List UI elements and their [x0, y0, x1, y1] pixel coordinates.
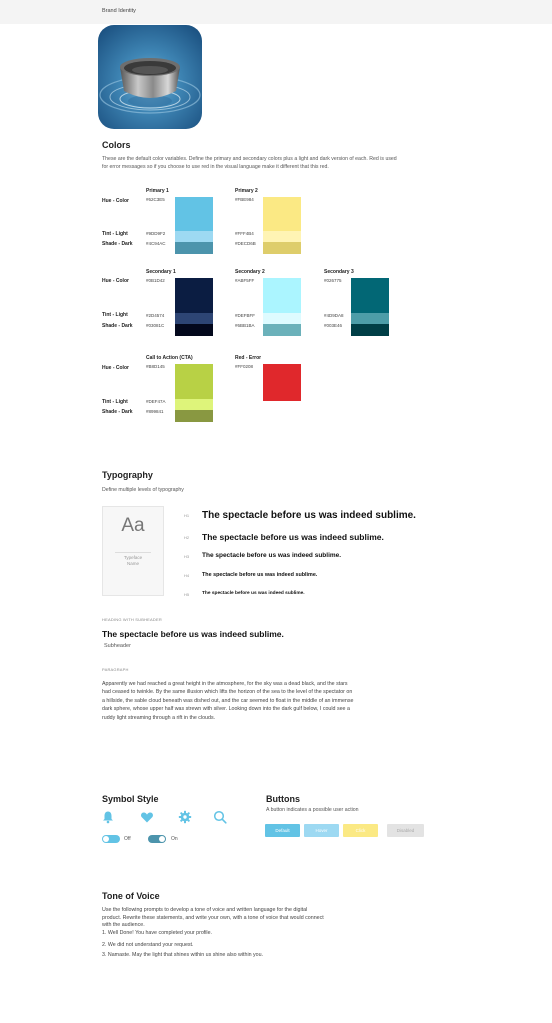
toggle-on-label: On	[171, 836, 178, 842]
h4-sample: The spectacle before us was indeed sublime.	[202, 572, 318, 578]
toggle-on[interactable]	[148, 835, 166, 843]
hue-label: Hue - Color	[102, 198, 129, 204]
typeface-card	[102, 506, 164, 596]
secondary3-name: Secondary 3	[324, 269, 354, 275]
primary1-shade-hex: #4C94AC	[146, 241, 166, 246]
toggle-knob	[159, 836, 165, 842]
colors-heading: Colors	[102, 140, 131, 150]
primary2-tint-swatch	[263, 231, 301, 242]
buttons-heading: Buttons	[266, 794, 300, 804]
h5-sample: The spectacle before us was indeed sublime.	[202, 591, 305, 596]
red-hue-hex: #FF0208	[235, 364, 254, 369]
h2-sample: The spectacle before us was indeed sublime.	[202, 532, 384, 542]
divider	[115, 552, 151, 553]
toggle-off-label: Off	[124, 836, 131, 842]
h3-sample: The spectacle before us was indeed sublime.	[202, 552, 342, 559]
cta-name: Call to Action (CTA)	[146, 355, 193, 361]
shade-label-3: Shade - Dark	[102, 409, 133, 415]
secondary1-name: Secondary 1	[146, 269, 176, 275]
hue-label-2: Hue - Color	[102, 278, 129, 284]
primary1-tint-hex: #9DD9F2	[146, 231, 166, 236]
tone-intro: Use the following prompts to develop a tone of voice and written language for the digital product. Rewrite these statements, and write your own, with a tone of voice that would connect with the audience.	[102, 907, 324, 929]
primary2-shade-swatch	[263, 242, 301, 254]
secondary3-hue-hex: #026775	[324, 278, 342, 283]
secondary2-hue-swatch	[263, 278, 301, 313]
secondary3-tint-swatch	[351, 313, 389, 324]
cta-shade-hex: #899841	[146, 409, 164, 414]
tint-label: Tint - Light	[102, 231, 128, 237]
secondary3-tint-hex: #4D9DA8	[324, 313, 344, 318]
bell-icon[interactable]	[101, 810, 115, 824]
shade-label-2: Shade - Dark	[102, 323, 133, 329]
paragraph-text: Apparently we had reached a great height in the atmosphere, for the sky was a dead black, and the stars had ceased to twinkle. By the same illusion which lifts the horizon of the sea to the level of the spectator on a hillside, the sable cloud beneath was dished out, and the car seemed to float in the middle of an immense dark sphere, whose upper half was strewn with silver. Looking down into the dark gulf below, I could see a ruddy light streaming through a rift in the clouds.	[102, 681, 354, 721]
h2-label: H2	[184, 535, 190, 540]
primary1-name: Primary 1	[146, 188, 169, 194]
red-name: Red - Error	[235, 355, 262, 361]
brand-image	[98, 25, 202, 129]
top-bar	[0, 0, 552, 24]
primary1-tint-swatch	[175, 231, 213, 242]
primary1-hue-hex: #62C3E5	[146, 197, 165, 202]
red-hue-swatch	[263, 364, 301, 401]
h5-label: H5	[184, 592, 190, 597]
buttons-description: A button indicates a possible user action	[266, 807, 359, 813]
page-title: Brand Identity	[102, 8, 136, 14]
secondary2-tint-hex: #DEFBFF	[235, 313, 256, 318]
cta-hue-hex: #B8D145	[146, 364, 165, 369]
secondary1-tint-swatch	[175, 313, 213, 324]
tone-heading: Tone of Voice	[102, 891, 160, 901]
toggle-off[interactable]	[102, 835, 120, 843]
subheader-heading: The spectacle before us was indeed sublime.	[102, 629, 284, 639]
subheader-caption: HEADING WITH SUBHEADER	[102, 617, 162, 622]
secondary3-shade-swatch	[351, 324, 389, 336]
cta-tint-hex: #DEF47A	[146, 399, 166, 404]
disabled-button[interactable]: Disabled	[387, 824, 424, 837]
secondary1-tint-hex: #2D4574	[146, 313, 165, 318]
primary1-hue-swatch	[175, 197, 213, 231]
secondary1-shade-swatch	[175, 324, 213, 336]
tint-label-3: Tint - Light	[102, 399, 128, 405]
secondary1-shade-hex: #03081C	[146, 323, 165, 328]
secondary2-shade-hex: #6BB1BA	[235, 323, 255, 328]
hue-label-3: Hue - Color	[102, 365, 129, 371]
heart-icon[interactable]	[140, 810, 154, 824]
typeface-name: Typeface Name	[123, 555, 143, 566]
secondary3-shade-hex: #003E46	[324, 323, 343, 328]
h4-label: H4	[184, 573, 190, 578]
h1-label: H1	[184, 513, 190, 518]
cta-shade-swatch	[175, 410, 213, 422]
secondary2-hue-hex: #ABF5FF	[235, 278, 255, 283]
default-button[interactable]: Default	[265, 824, 300, 837]
secondary1-hue-hex: #0B1D42	[146, 278, 165, 283]
shade-label: Shade - Dark	[102, 241, 133, 247]
tone-item: 2. We did not understand your request.	[102, 942, 194, 948]
h3-label: H3	[184, 554, 190, 559]
typography-description: Define multiple levels of typography	[102, 487, 184, 493]
secondary1-hue-swatch	[175, 278, 213, 313]
cta-tint-swatch	[175, 399, 213, 410]
primary2-hue-hex: #FBE984	[235, 197, 254, 202]
hover-button[interactable]: Hover	[304, 824, 339, 837]
primary2-hue-swatch	[263, 197, 301, 231]
click-button[interactable]: Click	[343, 824, 378, 837]
search-icon[interactable]	[213, 810, 227, 824]
secondary2-name: Secondary 2	[235, 269, 265, 275]
symbol-style-heading: Symbol Style	[102, 794, 159, 804]
paragraph-caption: PARAGRAPH	[102, 667, 129, 672]
tone-item: 3. Namaste. May the light that shines within us shine also within you.	[102, 952, 264, 958]
h1-sample: The spectacle before us was indeed sublime.	[202, 510, 416, 521]
secondary2-tint-swatch	[263, 313, 301, 324]
subheader-text: Subheader	[104, 643, 131, 649]
cta-hue-swatch	[175, 364, 213, 399]
primary2-shade-hex: #DECD6B	[235, 241, 256, 246]
primary1-shade-swatch	[175, 242, 213, 254]
colors-description: These are the default color variables. Define the primary and secondary colors plus a light and dark version of each. Red is used for error messages so if you choose to use red in the visual language make it different that this red.	[102, 156, 397, 170]
gear-icon[interactable]	[178, 810, 192, 824]
tone-item: 1. Well Done! You have completed your profile.	[102, 930, 213, 936]
typography-heading: Typography	[102, 470, 153, 480]
primary2-name: Primary 2	[235, 188, 258, 194]
secondary3-hue-swatch	[351, 278, 389, 313]
tint-label-2: Tint - Light	[102, 312, 128, 318]
secondary2-shade-swatch	[263, 324, 301, 336]
toggle-knob	[103, 836, 109, 842]
primary2-tint-hex: #FFF4B4	[235, 231, 254, 236]
typeface-sample: Aa	[121, 515, 145, 536]
